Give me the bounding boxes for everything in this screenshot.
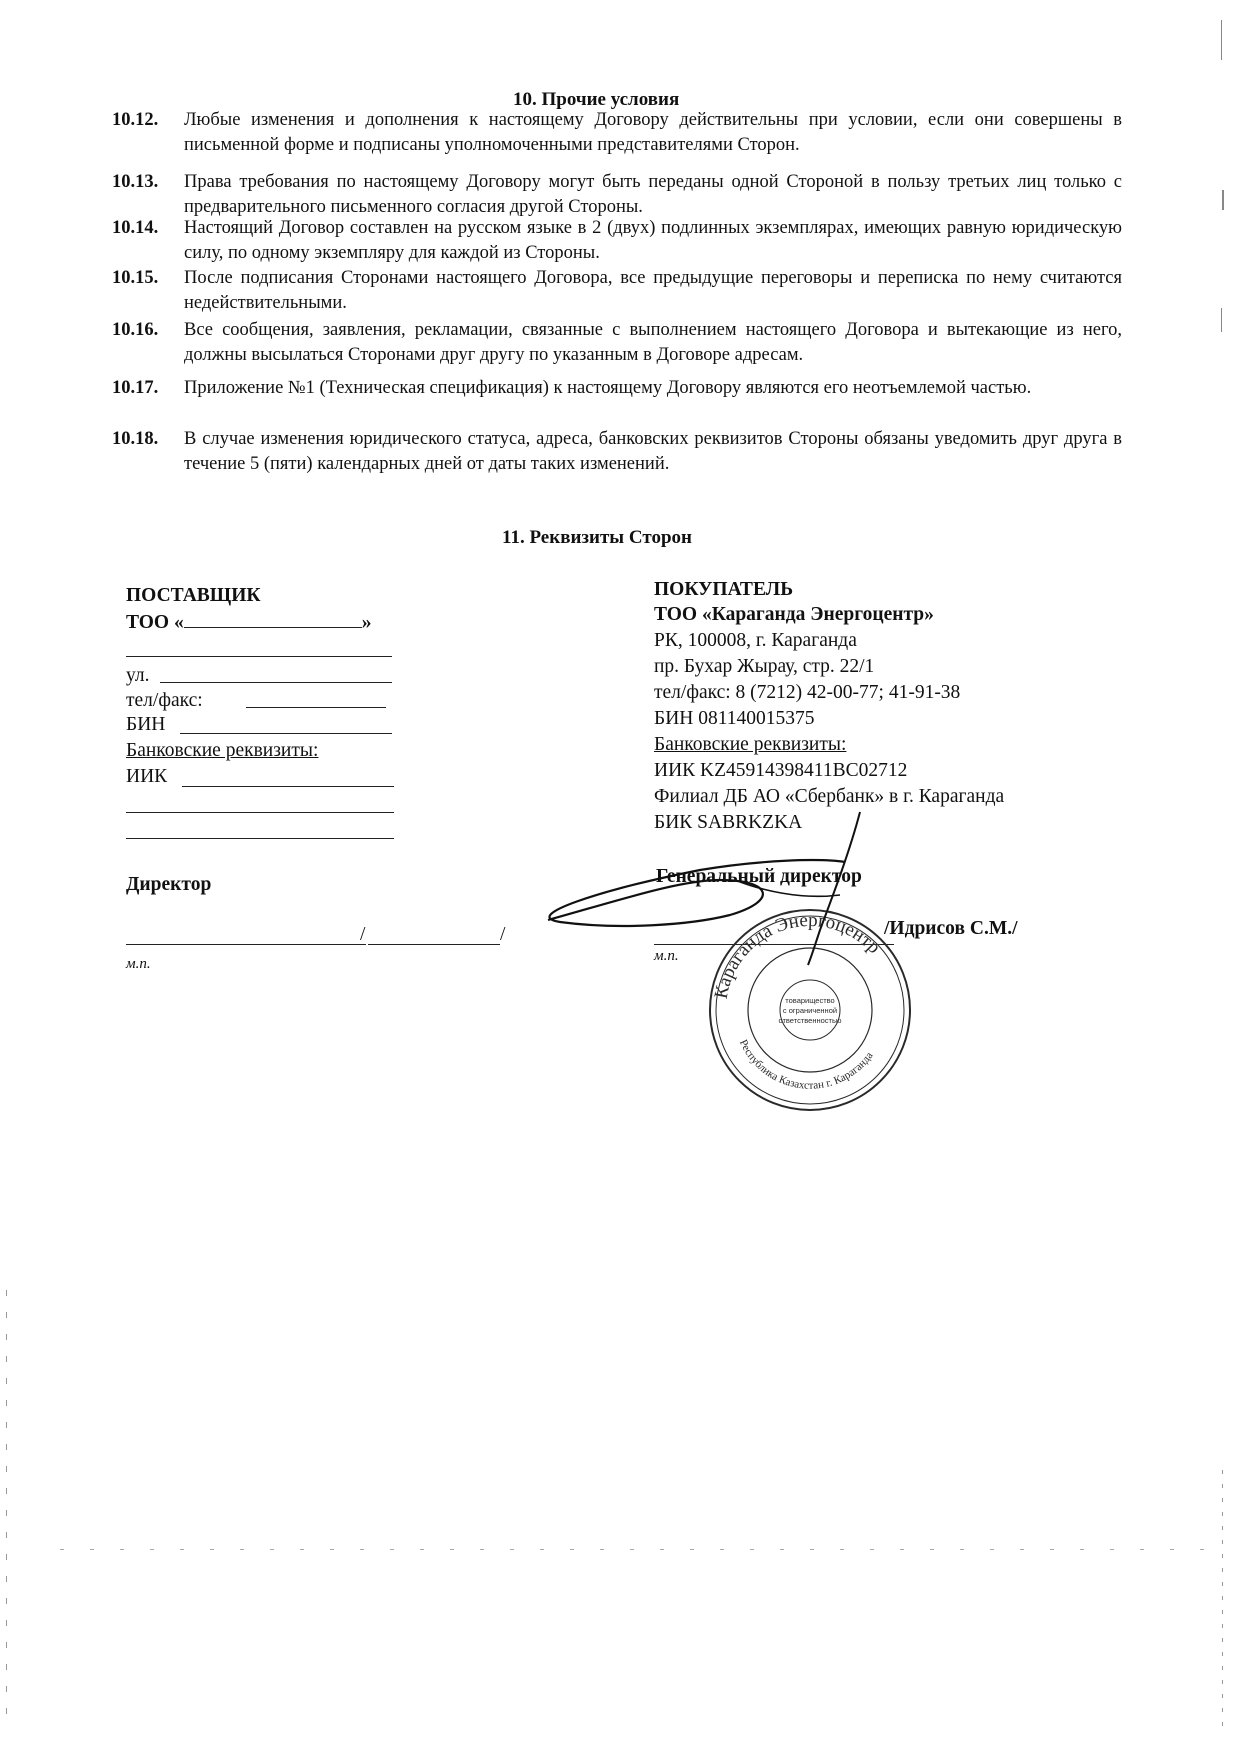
signature-stroke — [735, 880, 840, 896]
seal-inner-text-3: ответственностью — [778, 1016, 842, 1025]
supplier-phone-label: тел/факс: — [126, 690, 203, 711]
clause-text: Настоящий Договор составлен на русском языке в 2 (двух) подлинных экземплярах, имеющих равную юридическую силу, по одному экземпляру для каждой из Стороны. — [184, 218, 1122, 263]
supplier-company-suffix: » — [361, 612, 372, 633]
buyer-stamp-place: м.п. — [654, 948, 679, 964]
buyer-director-title: Генеральный директор — [656, 866, 862, 887]
signature-slash: / — [500, 924, 506, 945]
clause-text: В случае изменения юридического статуса, адреса, банковских реквизитов Стороны обязаны уведомить друг друга в течение 5 (пяти) календарных дней от даты таких изменений. — [184, 429, 1122, 474]
clause-number: 10.14. — [112, 218, 159, 238]
scan-artifact — [1222, 190, 1224, 210]
clause-text: После подписания Сторонами настоящего Договора, все предыдущие переговоры и переписка по нему считаются недействительными. — [184, 268, 1122, 313]
section-10-title: 10. Прочие условия — [513, 89, 680, 110]
clause-number: 10.16. — [112, 320, 159, 340]
buyer-bin: БИН 081140015375 — [654, 708, 815, 729]
buyer-bik: БИК SABRKZKA — [654, 812, 803, 833]
seal-inner-text-2: с ограниченной — [782, 1006, 838, 1015]
buyer-phone: тел/факс: 8 (7212) 42-00-77; 41-91-38 — [654, 682, 961, 703]
section-11-title: 11. Реквизиты Сторон — [502, 527, 692, 548]
buyer-signatory: /Идрисов С.М./ — [884, 918, 1018, 939]
seal-outer-text: Караганда Энергоцентр — [710, 909, 885, 1001]
clause-number: 10.18. — [112, 429, 159, 449]
buyer-bank-branch: Филиал ДБ АО «Сбербанк» в г. Караганда — [654, 786, 1005, 807]
supplier-bin-label: БИН — [126, 714, 166, 735]
buyer-address-city: РК, 100008, г. Караганда — [654, 630, 857, 651]
supplier-director-label: Директор — [126, 874, 212, 895]
clause-text: Любые изменения и дополнения к настоящему Договору действительны при условии, если они совершены в письменной форме и подписаны уполномоченными представителями Сторон. — [184, 110, 1122, 155]
supplier-iik-label: ИИК — [126, 766, 168, 787]
supplier-street-label: ул. — [126, 665, 150, 686]
buyer-iik: ИИК KZ45914398411BC02712 — [654, 760, 908, 781]
clause-number: 10.12. — [112, 110, 159, 130]
clause-text: Права требования по настоящему Договору могут быть переданы одной Стороной в пользу третьих лиц только с предварительного письменного согласия другой Стороны. — [184, 172, 1122, 217]
scan-artifact — [1221, 20, 1222, 60]
buyer-bank-heading: Банковские реквизиты: — [654, 734, 847, 755]
scan-artifact — [1221, 308, 1222, 332]
clause-text: Приложение №1 (Техническая спецификация) к настоящему Договору являются его неотъемлемой частью. — [184, 378, 1032, 398]
supplier-heading: ПОСТАВЩИК — [126, 585, 261, 606]
supplier-company-prefix: ТОО « — [126, 612, 184, 633]
buyer-address-street: пр. Бухар Жырау, стр. 22/1 — [654, 656, 875, 677]
signature-slash: / — [360, 924, 366, 945]
clause-number: 10.15. — [112, 268, 159, 288]
supplier-bank-heading: Банковские реквизиты: — [126, 740, 319, 761]
clause-number: 10.17. — [112, 378, 159, 398]
scan-artifact — [60, 1549, 1210, 1550]
scan-artifact — [1222, 1470, 1223, 1730]
clause-number: 10.13. — [112, 172, 159, 192]
buyer-company: ТОО «Караганда Энергоцентр» — [654, 604, 934, 625]
scan-artifact — [6, 1290, 7, 1730]
clause-text: Все сообщения, заявления, рекламации, связанные с выполнением настоящего Договора и вытекающие из него, должны высылаться Сторонами друг другу по указанным в Договоре адресам. — [184, 320, 1122, 365]
buyer-heading: ПОКУПАТЕЛЬ — [654, 579, 794, 600]
supplier-stamp-place: м.п. — [126, 956, 151, 972]
seal-bottom-text: Республика Казахстан г. Караганда — [736, 1037, 876, 1092]
seal-inner-text-1: товарищество — [785, 996, 835, 1005]
